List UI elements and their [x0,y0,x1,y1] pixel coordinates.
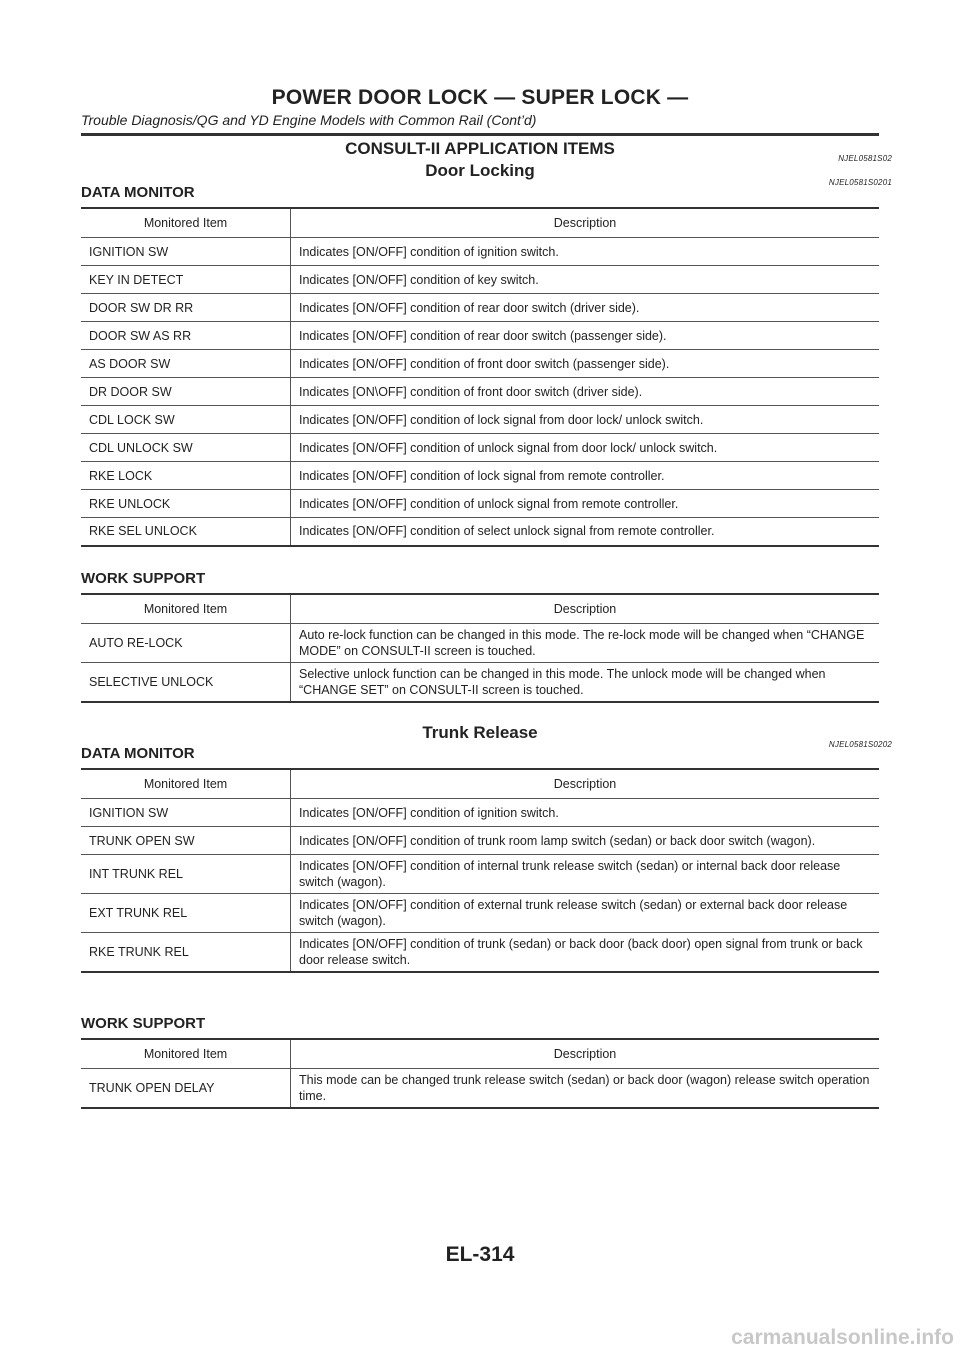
table-row [81,406,879,434]
table-row [81,490,879,518]
table-row [81,624,879,663]
description-cell: Selective unlock function can be changed in this mode. The unlock mode will be changed when “CHANGE SET” on CONSULT-II screen is touched. [291,663,880,703]
door-locking-ref: NJEL0581S0201 [828,178,892,187]
monitored-item-cell: EXT TRUNK REL [81,894,291,933]
page-title: POWER DOOR LOCK — SUPER LOCK — [271,86,689,109]
description-cell: Indicates [ON/OFF] condition of ignition switch. [291,238,880,266]
description-cell: This mode can be changed trunk release switch (sedan) or back door (wagon) release switch operation time. [291,1069,880,1109]
table-row [81,238,879,266]
monitored-item-cell: IGNITION SW [81,238,291,266]
column-header-description: Description [291,208,880,238]
description-cell: Indicates [ON\OFF] condition of front door switch (driver side). [291,378,880,406]
description-cell: Indicates [ON/OFF] condition of unlock signal from remote controller. [291,490,880,518]
monitored-item-cell: DR DOOR SW [81,378,291,406]
door-work-support-table [81,593,879,703]
page-number: EL-314 [445,1243,515,1266]
trunk-data-monitor-table [81,768,879,973]
description-cell: Indicates [ON/OFF] condition of rear door switch (passenger side). [291,322,880,350]
monitored-item-cell: RKE SEL UNLOCK [81,518,291,546]
monitored-item-cell: TRUNK OPEN DELAY [81,1069,291,1109]
table-row [81,266,879,294]
door-data-monitor-table [81,207,879,547]
column-header-item: Monitored Item [81,1039,291,1069]
table-row [81,855,879,894]
door-work-support-title: WORK SUPPORT [81,570,206,587]
watermark: carmanualsonline.info [731,1326,954,1349]
description-cell: Indicates [ON/OFF] condition of lock signal from remote controller. [291,462,880,490]
monitored-item-cell: DOOR SW AS RR [81,322,291,350]
description-cell: Indicates [ON/OFF] condition of lock signal from door lock/ unlock switch. [291,406,880,434]
monitored-item-cell: CDL UNLOCK SW [81,434,291,462]
description-cell: Indicates [ON/OFF] condition of trunk room lamp switch (sedan) or back door switch (wagon). [291,827,880,855]
description-cell: Indicates [ON/OFF] condition of unlock signal from door lock/ unlock switch. [291,434,880,462]
description-cell: Indicates [ON/OFF] condition of internal trunk release switch (sedan) or internal back door release switch (wagon). [291,855,880,894]
monitored-item-cell: INT TRUNK REL [81,855,291,894]
trunk-release-title: Trunk Release [422,723,538,742]
column-header-description: Description [291,1039,880,1069]
monitored-item-cell: SELECTIVE UNLOCK [81,663,291,703]
monitored-item-cell: AS DOOR SW [81,350,291,378]
description-cell: Indicates [ON/OFF] condition of ignition switch. [291,799,880,827]
table-row [81,462,879,490]
description-cell: Indicates [ON/OFF] condition of select unlock signal from remote controller. [291,518,880,546]
column-header-description: Description [291,594,880,624]
column-header-item: Monitored Item [81,208,291,238]
table-row [81,350,879,378]
table-row [81,378,879,406]
table-row [81,322,879,350]
description-cell: Indicates [ON/OFF] condition of front door switch (passenger side). [291,350,880,378]
monitored-item-cell: CDL LOCK SW [81,406,291,434]
monitored-item-cell: DOOR SW DR RR [81,294,291,322]
table-row [81,827,879,855]
trunk-release-ref: NJEL0581S0202 [828,740,892,749]
door-locking-title: Door Locking [425,161,535,180]
table-row [81,894,879,933]
monitored-item-cell: KEY IN DETECT [81,266,291,294]
description-cell: Indicates [ON/OFF] condition of external trunk release switch (sedan) or external back door release switch (wagon). [291,894,880,933]
monitored-item-cell: AUTO RE-LOCK [81,624,291,663]
table-row [81,518,879,546]
description-cell: Indicates [ON/OFF] condition of trunk (sedan) or back door (back door) open signal from trunk or back door release switch. [291,933,880,973]
consult-ref: NJEL0581S02 [838,154,892,163]
header-rule [81,133,879,136]
description-cell: Indicates [ON/OFF] condition of key switch. [291,266,880,294]
door-data-monitor-title: DATA MONITOR [81,184,195,201]
monitored-item-cell: RKE UNLOCK [81,490,291,518]
table-row [81,799,879,827]
consult-title: CONSULT-II APPLICATION ITEMS [345,139,615,158]
trunk-work-support-table [81,1038,879,1109]
column-header-item: Monitored Item [81,769,291,799]
table-row [81,434,879,462]
column-header-description: Description [291,769,880,799]
table-row [81,294,879,322]
table-row [81,663,879,703]
table-row [81,933,879,973]
table-row [81,1069,879,1109]
description-cell: Indicates [ON/OFF] condition of rear door switch (driver side). [291,294,880,322]
monitored-item-cell: IGNITION SW [81,799,291,827]
monitored-item-cell: TRUNK OPEN SW [81,827,291,855]
monitored-item-cell: RKE TRUNK REL [81,933,291,973]
trunk-data-monitor-title: DATA MONITOR [81,745,195,762]
trunk-work-support-title: WORK SUPPORT [81,1015,206,1032]
page-subtitle: Trouble Diagnosis/QG and YD Engine Models with Common Rail (Cont’d) [81,112,537,128]
description-cell: Auto re-lock function can be changed in this mode. The re-lock mode will be changed when “CHANGE MODE” on CONSULT-II screen is touched. [291,624,880,663]
monitored-item-cell: RKE LOCK [81,462,291,490]
column-header-item: Monitored Item [81,594,291,624]
